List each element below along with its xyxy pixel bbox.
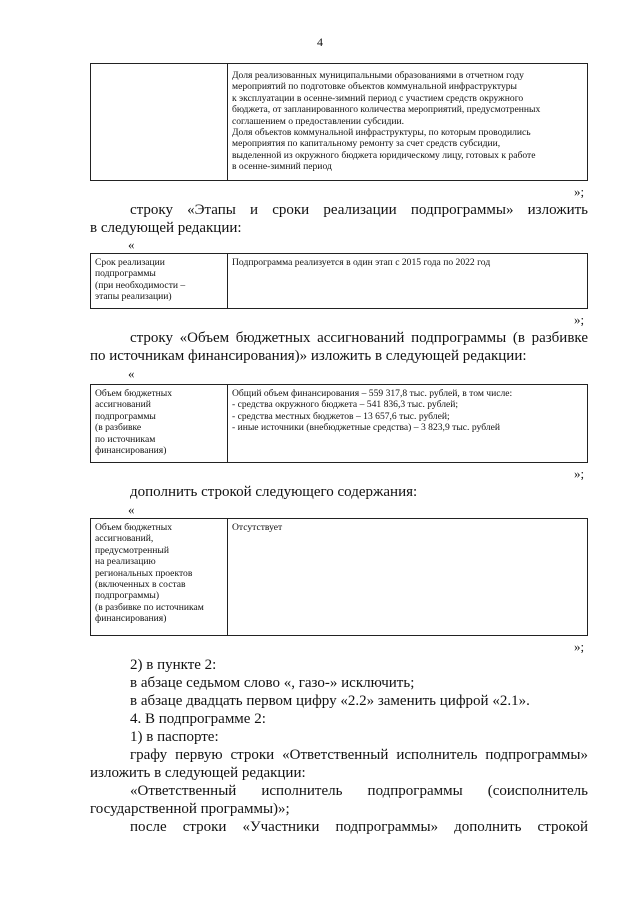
table-line: Объем бюджетных xyxy=(95,388,173,399)
paragraph: строку «Объем бюджетных ассигнований подпрограммы (в разбивке xyxy=(130,330,588,346)
table-line: этапы реализации) xyxy=(95,291,172,303)
paragraph: строку «Этапы и сроки реализации подпрограммы» изложить xyxy=(130,202,588,218)
table-line: (в разбивке по источникам xyxy=(95,601,204,613)
table-line: подпрограммы xyxy=(95,410,156,422)
paragraph: графу первую строки «Ответственный исполнитель подпрограммы» xyxy=(130,747,588,763)
table-line: Общий объем финансирования – 559 317,8 тыс. рублей, в том числе: xyxy=(232,388,513,399)
table-line: мероприятия по капитальному ремонту за счет средств субсидии, xyxy=(232,138,501,150)
table-value-cell xyxy=(228,385,587,462)
table-label-cell xyxy=(91,254,228,308)
paragraph: «Ответственный исполнитель подпрограммы (соисполнитель xyxy=(130,783,588,799)
regional-projects-table xyxy=(90,518,588,636)
paragraph: в абзаце двадцать первом цифру «2.2» заменить цифрой «2.1». xyxy=(130,693,530,709)
table-line: - средства окружного бюджета – 541 836,3 тыс. рублей; xyxy=(232,399,459,411)
opening-quote: « xyxy=(128,366,135,381)
table-line: по источникам xyxy=(95,433,156,445)
table-line: ассигнований, xyxy=(95,533,154,545)
page-number: 4 xyxy=(317,35,323,49)
table-line: региональных проектов xyxy=(95,567,193,579)
table-label-cell xyxy=(91,385,228,462)
stages-table xyxy=(90,253,588,309)
table-label-cell xyxy=(91,519,228,635)
table-line: предусмотренный xyxy=(95,544,169,556)
table-line: мероприятий по подготовке объектов коммунальной инфраструктуры xyxy=(232,81,517,93)
opening-quote: « xyxy=(128,502,135,517)
paragraph: по источникам финансирования)» изложить в следующей редакции: xyxy=(90,348,527,364)
table-line: (включенных в состав xyxy=(95,579,186,591)
paragraph: государственной программы)»; xyxy=(90,801,290,817)
table-value-cell xyxy=(228,254,587,308)
table-line: (при необходимости – xyxy=(95,279,186,291)
opening-quote: « xyxy=(128,237,135,252)
table-line: Объем бюджетных xyxy=(95,522,173,533)
paragraph: 1) в паспорте: xyxy=(130,729,219,745)
table-label-cell xyxy=(91,64,228,180)
table-line: Отсутствует xyxy=(232,522,283,533)
paragraph: 2) в пункте 2: xyxy=(130,657,217,673)
table-line: Срок реализации xyxy=(95,257,165,268)
table-line: бюджета, от запланированного количества мероприятий, предусмотренных xyxy=(232,104,541,116)
table-line: (в разбивке xyxy=(95,422,142,434)
paragraph: дополнить строкой следующего содержания: xyxy=(130,484,418,500)
paragraph: изложить в следующей редакции: xyxy=(90,765,306,781)
closing-quote: »; xyxy=(574,312,585,327)
table-line: соглашением о предоставлении субсидии. xyxy=(232,115,405,127)
table-line: Доля реализованных муниципальными образованиями в отчетном году xyxy=(232,70,524,81)
table-line: на реализацию xyxy=(95,556,156,568)
paragraph: в абзаце седьмом слово «, газо-» исключить; xyxy=(130,675,415,691)
closing-quote: »; xyxy=(574,184,585,199)
budget-table xyxy=(90,384,588,463)
paragraph: 4. В подпрограмме 2: xyxy=(130,711,266,727)
table-line: к эксплуатации в осенне-зимний период с участием средств окружного xyxy=(232,92,524,104)
table-line: подпрограммы) xyxy=(95,590,160,602)
paragraph: после строки «Участники подпрограммы» дополнить строкой xyxy=(130,819,588,835)
table-value-cell xyxy=(228,64,587,180)
closing-quote: »; xyxy=(574,466,585,481)
paragraph: в следующей редакции: xyxy=(90,220,242,236)
table-line: подпрограммы xyxy=(95,268,156,280)
table-line: Доля объектов коммунальной инфраструктуры, по которым проводились xyxy=(232,127,531,139)
indicators-table xyxy=(90,63,588,181)
table-line: выделенной из окружного бюджета юридическому лицу, готовых к работе xyxy=(232,149,536,161)
table-value-cell xyxy=(228,519,587,635)
table-line: - иные источники (внебюджетные средства) – 3 823,9 тыс. рублей xyxy=(232,422,501,434)
table-line: финансирования) xyxy=(95,445,167,457)
table-line: Подпрограмма реализуется в один этап с 2015 года по 2022 год xyxy=(232,257,491,268)
table-line: ассигнований xyxy=(95,399,151,411)
table-line: финансирования) xyxy=(95,613,167,625)
table-line: - средства местных бюджетов – 13 657,6 тыс. рублей; xyxy=(232,410,450,422)
closing-quote: »; xyxy=(574,639,585,654)
table-line: в осенне-зимний период xyxy=(232,161,332,173)
